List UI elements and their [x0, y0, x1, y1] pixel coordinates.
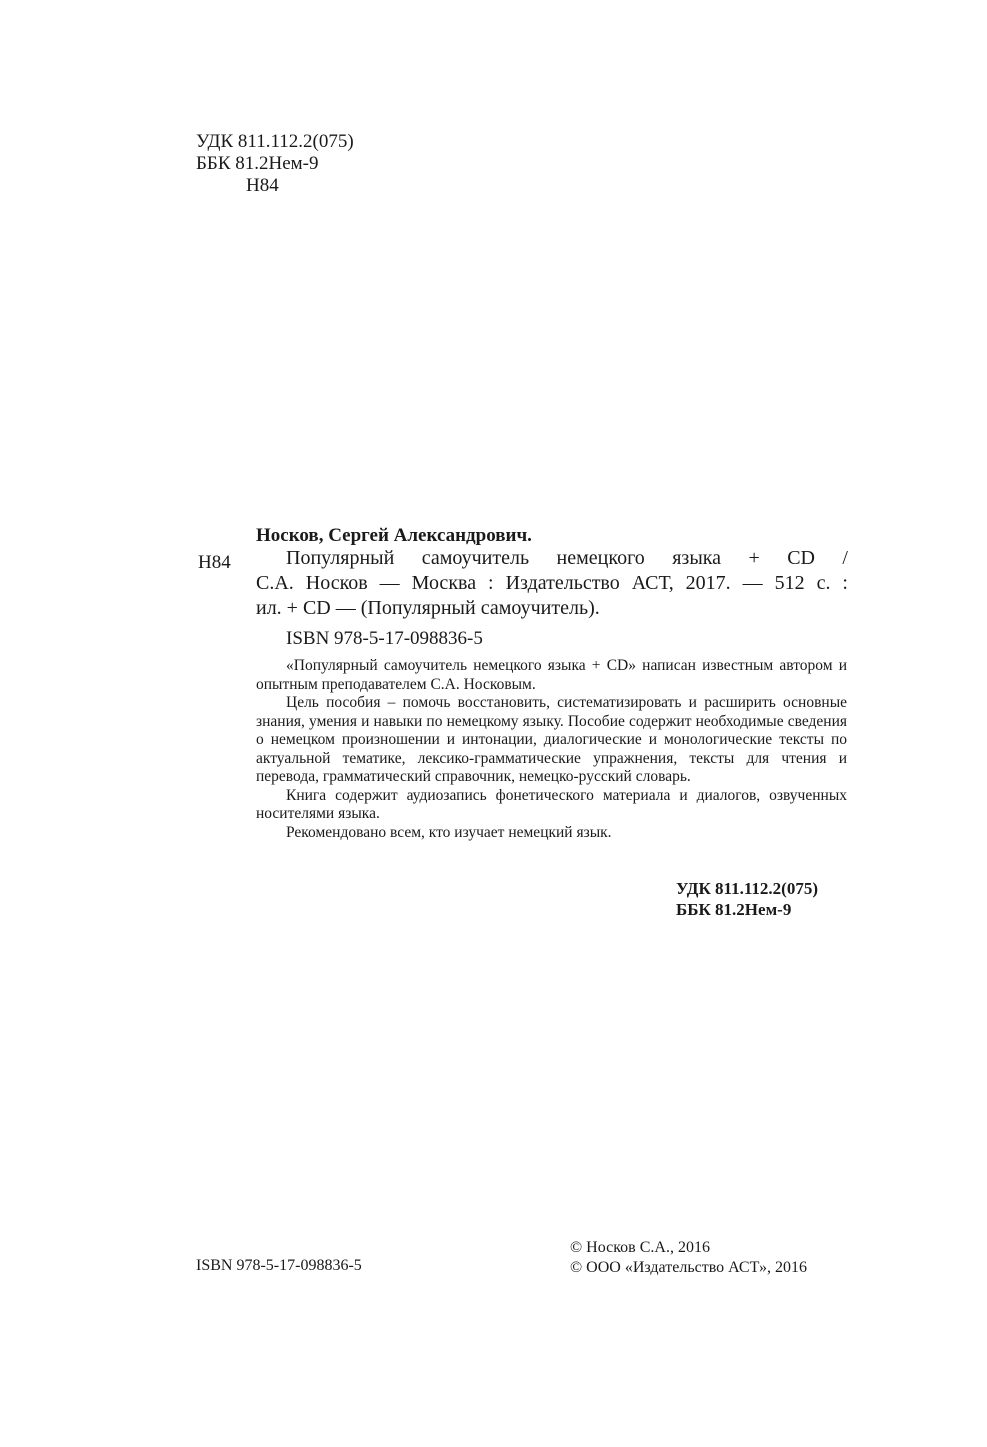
annotation-paragraph: Цель пособия – помочь восстановить, систематизировать и расширить основные знания, умения и навыки по немецкому языку. Пособие содержит необходимые сведения о немецком произношении и интонации, диалогические и монологические тексты по актуальной тематике, лексико-грамматические упражнения, тексты для чтения и перевода, грамматический справочник, немецко-русский словарь.: [256, 694, 847, 785]
footer-isbn: ISBN 978-5-17-098836-5: [196, 1257, 362, 1274]
bibliographic-description: [256, 546, 848, 621]
bbk-code: ББК 81.2Нем-9: [196, 153, 319, 174]
copyright-block: [570, 1238, 807, 1278]
catalog-isbn: ISBN 978-5-17-098836-5: [286, 628, 483, 649]
catalog-bbk: ББК 81.2Нем-9: [676, 900, 792, 919]
annotation-paragraph: Книга содержит аудиозапись фонетического материала и диалогов, озвученных носителями языка.: [256, 786, 847, 822]
udk-code: УДК 811.112.2(075): [196, 131, 354, 152]
top-classification: [196, 131, 354, 197]
catalog-classification: [676, 878, 818, 920]
biblio-line: С.А. Носков — Москва : Издательство АСТ, 2017. — 512 с. :: [256, 572, 848, 594]
copyright-author: © Носков С.А., 2016: [570, 1239, 710, 1256]
biblio-line: Популярный самоучитель немецкого языка + CD /: [286, 547, 848, 569]
catalog-udk: УДК 811.112.2(075): [676, 879, 818, 898]
annotation-paragraph: «Популярный самоучитель немецкого языка + CD» написан известным автором и опытным преподавателем С.А. Носковым.: [256, 657, 847, 693]
annotation: [256, 657, 847, 842]
annotation-paragraph: Рекомендовано всем, кто изучает немецкий язык.: [286, 823, 612, 841]
catalog-author: Носков, Сергей Александрович.: [256, 525, 532, 546]
biblio-line: ил. + CD — (Популярный самоучитель).: [256, 597, 600, 619]
author-code: Н84: [246, 175, 279, 196]
copyright-publisher: © ООО «Издательство АСТ», 2016: [570, 1259, 807, 1276]
catalog-side-code: Н84: [198, 552, 231, 573]
